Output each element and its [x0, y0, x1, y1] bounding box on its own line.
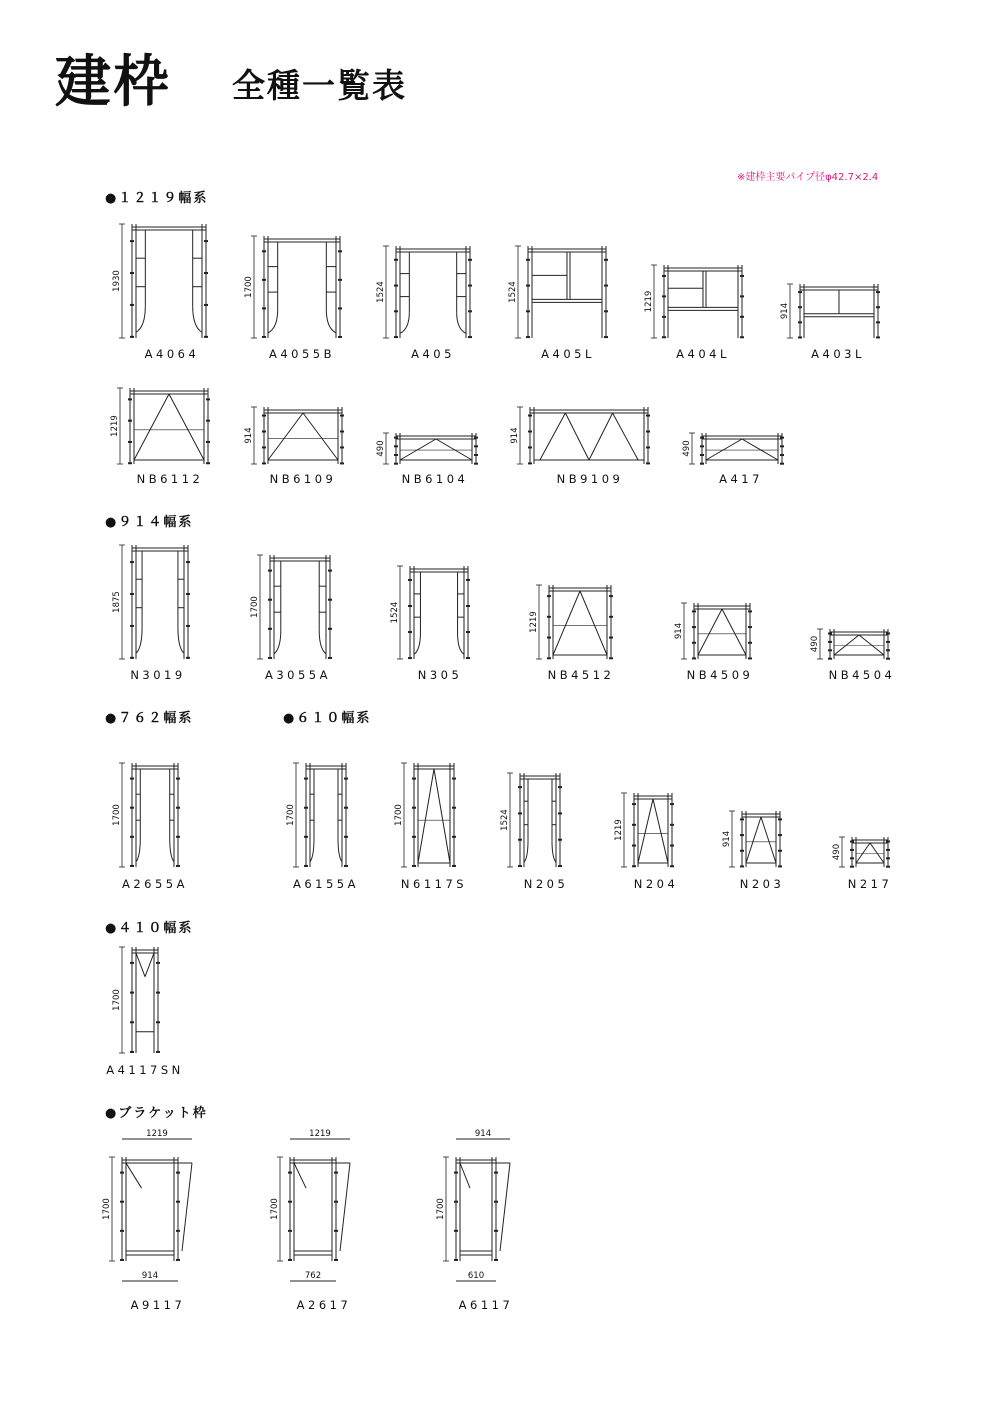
- section-1219: ●１２１９幅系: [105, 191, 209, 206]
- frame-a3055a: [248, 551, 336, 663]
- frame-code-label: A404L: [676, 347, 730, 361]
- section-bracket: ●ブラケット枠: [105, 1106, 208, 1121]
- frame-a6117: [434, 1127, 518, 1295]
- frame-n3019: [110, 541, 194, 663]
- frame-height-label: 1700: [112, 804, 122, 826]
- frame-a417: [680, 429, 788, 468]
- frame-bottom-width-label: 914: [141, 1271, 159, 1281]
- frame-a2655a: [110, 759, 184, 871]
- frame-height-label: 1930: [112, 270, 122, 292]
- frame-code-label: A4055B: [268, 347, 336, 361]
- section-410: ●４１０幅系: [105, 921, 194, 936]
- frame-height-label: 490: [376, 440, 386, 457]
- frame-height-label: 1700: [244, 276, 254, 298]
- frame-code-label: A4064: [144, 347, 200, 361]
- frame-height-label: 490: [682, 440, 692, 457]
- frame-height-label: 1700: [286, 804, 296, 826]
- frame-code-label: NB6109: [269, 472, 337, 486]
- frame-height-label: 1700: [102, 1198, 112, 1220]
- frame-n217: [830, 833, 894, 871]
- frame-nb6104: [374, 429, 482, 468]
- frame-n205: [498, 769, 566, 871]
- frame-code-label: NB4509: [686, 668, 754, 682]
- frame-n305: [388, 562, 474, 663]
- frame-a4064: [110, 220, 212, 342]
- frame-code-label: A2617: [296, 1298, 352, 1312]
- page-subtitle: 全種一覧表: [232, 66, 407, 105]
- frame-code-label: A6155A: [292, 877, 360, 891]
- page-title: 建枠: [55, 50, 171, 115]
- frame-nb6112: [108, 384, 214, 468]
- frame-height-label: 1219: [614, 819, 624, 841]
- frame-height-label: 1219: [529, 611, 539, 633]
- frame-code-label: NB4512: [547, 668, 615, 682]
- frame-height-label: 1700: [394, 804, 404, 826]
- frame-code-label: A405L: [541, 347, 595, 361]
- frame-a403l: [778, 280, 884, 342]
- frame-code-label: N6117S: [400, 877, 468, 891]
- frame-a4117sn: [110, 943, 164, 1057]
- frame-a9117: [100, 1127, 200, 1295]
- frame-a405l: [506, 242, 612, 342]
- frame-height-label: 914: [722, 830, 732, 848]
- frame-code-label: A6117: [458, 1298, 514, 1312]
- frame-height-label: 1875: [112, 591, 122, 613]
- frame-top-width-label: 1219: [146, 1129, 168, 1139]
- frame-height-label: 914: [244, 427, 254, 444]
- frame-height-label: 1700: [436, 1198, 446, 1220]
- frame-height-label: 1219: [644, 290, 654, 313]
- frame-code-label: N203: [739, 877, 785, 891]
- frame-height-label: 1700: [250, 596, 260, 618]
- frame-a6155a: [284, 759, 352, 871]
- frame-height-label: 1524: [376, 281, 386, 303]
- frame-bottom-width-label: 762: [304, 1271, 322, 1281]
- section-610: ●６１０幅系: [283, 711, 372, 726]
- frame-height-label: 490: [810, 635, 820, 653]
- frame-code-label: N3019: [130, 668, 186, 682]
- frame-height-label: 1524: [390, 601, 400, 624]
- frame-height-label: 914: [674, 622, 684, 640]
- frame-code-label: A405: [411, 347, 455, 361]
- frame-top-width-label: 914: [474, 1129, 492, 1139]
- frame-a405: [374, 242, 476, 342]
- frame-a2617: [268, 1127, 358, 1295]
- frame-n204: [612, 789, 678, 871]
- frame-height-label: 914: [780, 302, 790, 320]
- frame-nb6109: [242, 403, 348, 468]
- frame-code-label: A2655A: [121, 877, 189, 891]
- frame-code-label: NB9109: [556, 472, 624, 486]
- frame-height-label: 1219: [110, 415, 120, 437]
- frame-height-label: 1524: [500, 809, 510, 831]
- frame-height-label: 1700: [112, 989, 122, 1011]
- frame-code-label: A9117: [130, 1298, 186, 1312]
- section-914: ●９１４幅系: [105, 515, 194, 530]
- pipe-note: ※建枠主要パイプ径φ42.7×2.4: [737, 172, 879, 183]
- frame-height-label: 1700: [270, 1198, 280, 1220]
- frame-code-label: NB4504: [828, 668, 896, 682]
- frame-code-label: A4117SN: [106, 1063, 184, 1077]
- frame-nb9109: [508, 403, 654, 468]
- frame-height-label: 490: [832, 843, 842, 861]
- frame-top-width-label: 1219: [309, 1129, 331, 1139]
- frame-height-label: 1524: [508, 281, 518, 303]
- frame-nb4504: [808, 625, 894, 663]
- frame-height-label: 914: [510, 427, 520, 444]
- frame-code-label: A417: [719, 472, 763, 486]
- frame-n6117s: [392, 759, 460, 871]
- section-762: ●７６２幅系: [105, 711, 194, 726]
- frame-code-label: N217: [847, 877, 893, 891]
- frame-code-label: A3055A: [264, 668, 332, 682]
- frame-a404l: [642, 261, 748, 342]
- frame-code-label: NB6104: [401, 472, 469, 486]
- frame-nb4512: [527, 581, 617, 663]
- frame-n203: [720, 807, 786, 871]
- frame-bottom-width-label: 610: [467, 1271, 485, 1281]
- frame-a4055b: [242, 232, 346, 342]
- frame-code-label: N204: [633, 877, 679, 891]
- frame-code-label: N205: [523, 877, 569, 891]
- frame-code-label: A403L: [811, 347, 865, 361]
- frame-code-label: NB6112: [136, 472, 204, 486]
- frame-nb4509: [672, 599, 756, 663]
- frame-code-label: N305: [417, 668, 463, 682]
